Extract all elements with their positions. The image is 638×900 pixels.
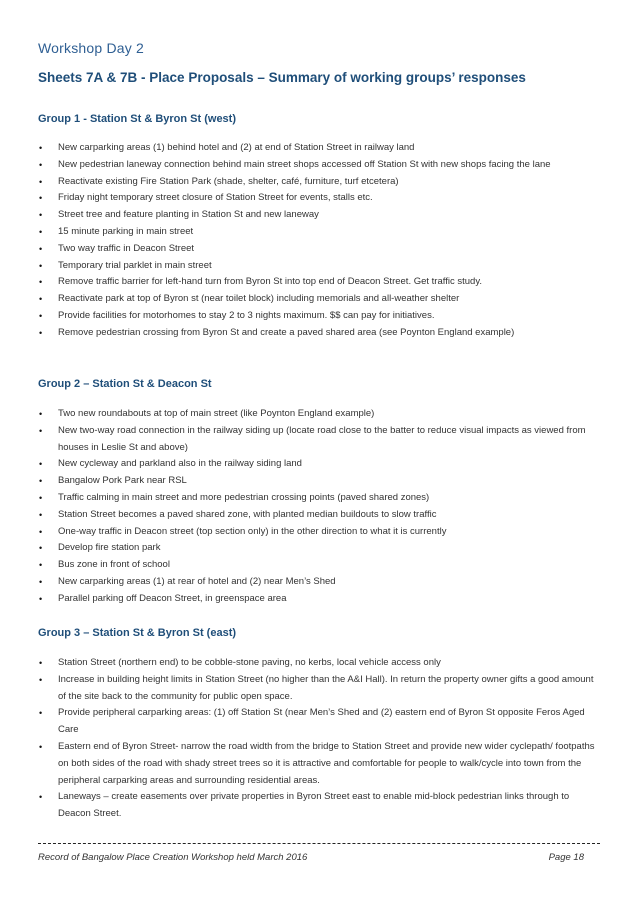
bullet-icon: • — [39, 294, 43, 305]
list-item-text: Station Street becomes a paved shared zone, with planted median buildouts to slow traffic — [58, 508, 437, 520]
bullet-icon: • — [39, 260, 43, 271]
bullet-icon: • — [39, 658, 43, 668]
list-item — [38, 557, 604, 574]
list-item-text: Street tree and feature planting in Station St and new laneway — [58, 209, 319, 221]
list-item-text: Laneways – create easements over private properties in Byron Street east to enable mid-block pedestrian links through to Deacon Street. — [58, 791, 570, 820]
list-item — [38, 507, 604, 524]
group-1-list — [38, 140, 604, 342]
list-item — [38, 490, 604, 507]
bullet-icon: • — [39, 310, 43, 321]
workshop-day-heading: Workshop Day 2 — [38, 40, 145, 56]
list-item — [38, 274, 604, 291]
list-item — [38, 174, 604, 191]
bullet-icon: • — [39, 210, 43, 221]
list-item — [38, 406, 604, 423]
bullet-icon: • — [39, 425, 43, 436]
list-item-text: New pedestrian laneway connection behind main street shops accessed off Station St with new shops facing the lane — [58, 158, 551, 170]
list-item — [38, 190, 604, 207]
list-item — [38, 591, 604, 608]
list-item-text: New carparking areas (1) behind hotel and (2) at end of Station Street in railway land — [58, 142, 415, 153]
list-item-text: 15 minute parking in main street — [58, 225, 194, 237]
bullet-icon: • — [39, 576, 43, 587]
list-item — [38, 241, 604, 258]
bullet-icon: • — [39, 459, 43, 470]
list-item-text: Reactivate existing Fire Station Park (shade, shelter, café, furniture, turf etcetera) — [58, 175, 399, 187]
list-item — [38, 540, 604, 557]
bullet-icon: • — [39, 543, 43, 554]
list-item-text: Eastern end of Byron Street- narrow the road width from the bridge to Station Street and provide new wider cyclepath/ footpaths on both sides of the road with shady street trees so it is attractive and comfortable for people to walk/cycle into town from the peripheral carparking areas and surrounding residential areas. — [58, 740, 595, 786]
bullet-icon: • — [39, 476, 43, 487]
list-item-text: Provide facilities for motorhomes to stay 2 to 3 nights maximum. $$ can pay for initiatives. — [58, 309, 435, 321]
list-item-text: Remove traffic barrier for left-hand turn from Byron St into top end of Deacon Street. Get traffic study. — [58, 276, 483, 288]
list-item — [38, 789, 604, 823]
bullet-icon: • — [39, 327, 43, 338]
list-item-text: Traffic calming in main street and more pedestrian crossing points (paved shared zones) — [58, 491, 430, 503]
list-item — [38, 423, 604, 457]
list-item — [38, 672, 604, 706]
list-item-text: Station Street (northern end) to be cobble-stone paving, no kerbs, local vehicle access only — [58, 657, 441, 668]
list-item — [38, 739, 604, 789]
list-item-text: Increase in building height limits in Station Street (no higher than the A&I Hall). In return the property owner gifts a good amount of the site back to the community for public open space. — [58, 673, 594, 702]
list-item — [38, 308, 604, 325]
list-item — [38, 140, 604, 157]
bullet-icon: • — [39, 792, 43, 803]
bullet-icon: • — [39, 741, 43, 752]
bullet-icon: • — [39, 708, 43, 719]
list-item-text: Bus zone in front of school — [58, 559, 170, 571]
list-item-text: One-way traffic in Deacon street (top section only) in the other direction to what it is currently — [58, 525, 447, 537]
list-item-text: Bangalow Pork Park near RSL — [58, 475, 187, 487]
list-item-text: Develop fire station park — [58, 542, 161, 554]
footer-divider — [38, 843, 600, 844]
bullet-icon: • — [39, 277, 43, 288]
list-item-text: New cycleway and parkland also in the railway siding land — [58, 458, 302, 470]
group-2-heading: Group 2 – Station St & Deacon St — [38, 378, 212, 390]
bullet-icon: • — [39, 243, 43, 254]
bullet-icon: • — [39, 226, 43, 237]
bullet-icon: • — [39, 143, 43, 153]
group-1-heading: Group 1 - Station St & Byron St (west) — [38, 113, 237, 125]
footer-record: Record of Bangalow Place Creation Workshop held March 2016 — [38, 852, 308, 863]
bullet-icon: • — [39, 560, 43, 571]
list-item — [38, 291, 604, 308]
list-item-text: Two new roundabouts at top of main street (like Poynton England example) — [58, 408, 375, 419]
list-item — [38, 258, 604, 275]
bullet-icon: • — [39, 492, 43, 503]
bullet-icon: • — [39, 159, 43, 170]
list-item — [38, 157, 604, 174]
list-item-text: Remove pedestrian crossing from Byron St and create a paved shared area (see Poynton England example) — [58, 326, 515, 338]
group-3-list — [38, 655, 604, 823]
bullet-icon: • — [39, 593, 43, 604]
list-item — [38, 325, 604, 342]
bullet-icon: • — [39, 409, 43, 419]
list-item — [38, 705, 604, 739]
list-item — [38, 224, 604, 241]
list-item-text: Friday night temporary street closure of Station Street for events, stalls etc. — [58, 192, 373, 204]
list-item-text: Reactivate park at top of Byron st (near toilet block) including memorials and all-weather shelter — [58, 293, 460, 305]
list-item — [38, 574, 604, 591]
list-item — [38, 655, 604, 672]
bullet-icon: • — [39, 509, 43, 520]
list-item-text: New carparking areas (1) at rear of hotel and (2) near Men’s Shed — [58, 575, 336, 587]
list-item — [38, 456, 604, 473]
group-2-list — [38, 406, 604, 608]
list-item — [38, 207, 604, 224]
list-item-text: Parallel parking off Deacon Street, in greenspace area — [58, 592, 287, 604]
list-item-text: New two-way road connection in the railway siding up (locate road close to the batter to reduce visual impacts as viewed from houses in Leslie St and above) — [58, 424, 586, 453]
bullet-icon: • — [39, 176, 43, 187]
sheets-heading: Sheets 7A & 7B - Place Proposals – Summary of working groups’ responses — [38, 70, 526, 85]
bullet-icon: • — [39, 526, 43, 537]
list-item — [38, 524, 604, 541]
list-item-text: Provide peripheral carparking areas: (1) off Station St (near Men’s Shed and (2) eastern end of Byron St opposite Feros Aged Care — [58, 707, 585, 736]
page-number: Page 18 — [548, 852, 584, 863]
list-item-text: Temporary trial parklet in main street — [58, 259, 212, 271]
list-item-text: Two way traffic in Deacon Street — [58, 242, 195, 254]
bullet-icon: • — [39, 193, 43, 204]
list-item — [38, 473, 604, 490]
footer — [38, 852, 584, 863]
group-3-heading: Group 3 – Station St & Byron St (east) — [38, 627, 237, 639]
bullet-icon: • — [39, 674, 43, 685]
